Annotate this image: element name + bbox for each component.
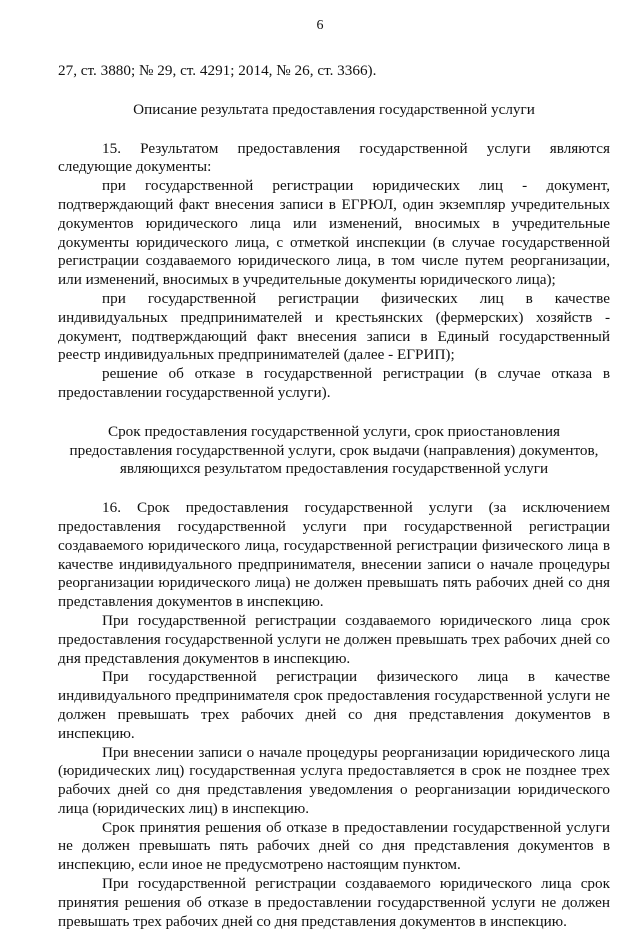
paragraph-legal-entities: при государственной регистрации юридических лиц - документ, подтверждающий факт внесения записи в ЕГРЮЛ, один экземпляр учредительных документов юридического лица или изменений, вносимых в учредительные документы юридического лица, с отметкой инспекции (в случае государственной регистрации создаваемого юридического лица, в том числе путем реорганизации, или изменений, вносимых в учредительные документы юридического лица); (58, 177, 610, 289)
page-number: 6 (316, 18, 324, 33)
paragraph-individuals: при государственной регистрации физических лиц в качестве индивидуальных предпринимателей и крестьянских (фермерских) хозяйств - документ, подтверждающий факт внесения записи в Единый государственный реестр индивидуальных предпринимателей (далее - ЕГРИП); (58, 289, 610, 364)
document-body (58, 62, 610, 931)
paragraph-new-entity-term: При государственной регистрации создаваемого юридического лица срок предоставления государственной услуги не должен превышать трех рабочих дней со дня представления документов в инспекцию. (58, 611, 610, 667)
paragraph-refusal-term: Срок принятия решения об отказе в предоставлении государственной услуги не должен превышать пять рабочих дней со дня представления документов в инспекцию, если иное не предусмотрено настоящим пунктом. (58, 818, 610, 874)
paragraph-refusal: решение об отказе в государственной регистрации (в случае отказа в предоставлении государственной услуги). (58, 365, 610, 401)
intro-line: 27, ст. 3880; № 29, ст. 4291; 2014, № 26, ст. 3366). (58, 62, 377, 79)
paragraph-reorganization-term: При внесении записи о начале процедуры реорганизации юридического лица (юридических лиц) государственная услуга предоставляется в срок не позднее трех рабочих дней со дня представления уведомления о реорганизации юридического лица (юридических лиц) в инспекцию. (58, 743, 610, 817)
section-heading-result: Описание результата предоставления государственной услуги (133, 100, 535, 118)
paragraph-15: 15. Результатом предоставления государственной услуги являются следующие документы: (58, 139, 610, 176)
paragraph-new-entity-refusal-term: При государственной регистрации создаваемого юридического лица срок принятия решения об отказе в предоставлении государственной услуги не должен превышать трех рабочих дней со дня представления документов в инспекцию. (58, 875, 610, 930)
section-heading-terms: Срок предоставления государственной услуги, срок приостановления предоставления государственной услуги, срок выдачи (направления) документов, являющихся результатом предоставления государственной услуги (69, 422, 599, 478)
paragraph-entrepreneur-term: При государственной регистрации физического лица в качестве индивидуального предпринимателя срок предоставления государственной услуги не должен превышать трех рабочих дней со дня представления документов в инспекцию. (58, 668, 610, 742)
paragraph-16: 16. Срок предоставления государственной услуги (за исключением предоставления государственной услуги при государственной регистрации создаваемого юридического лица, государственной регистрации физического лица в качестве индивидуального предпринимателя, внесении записи о начале процедуры реорганизации юридического лица) не должен превышать пять рабочих дней со дня представления документов в инспекцию. (58, 499, 610, 611)
